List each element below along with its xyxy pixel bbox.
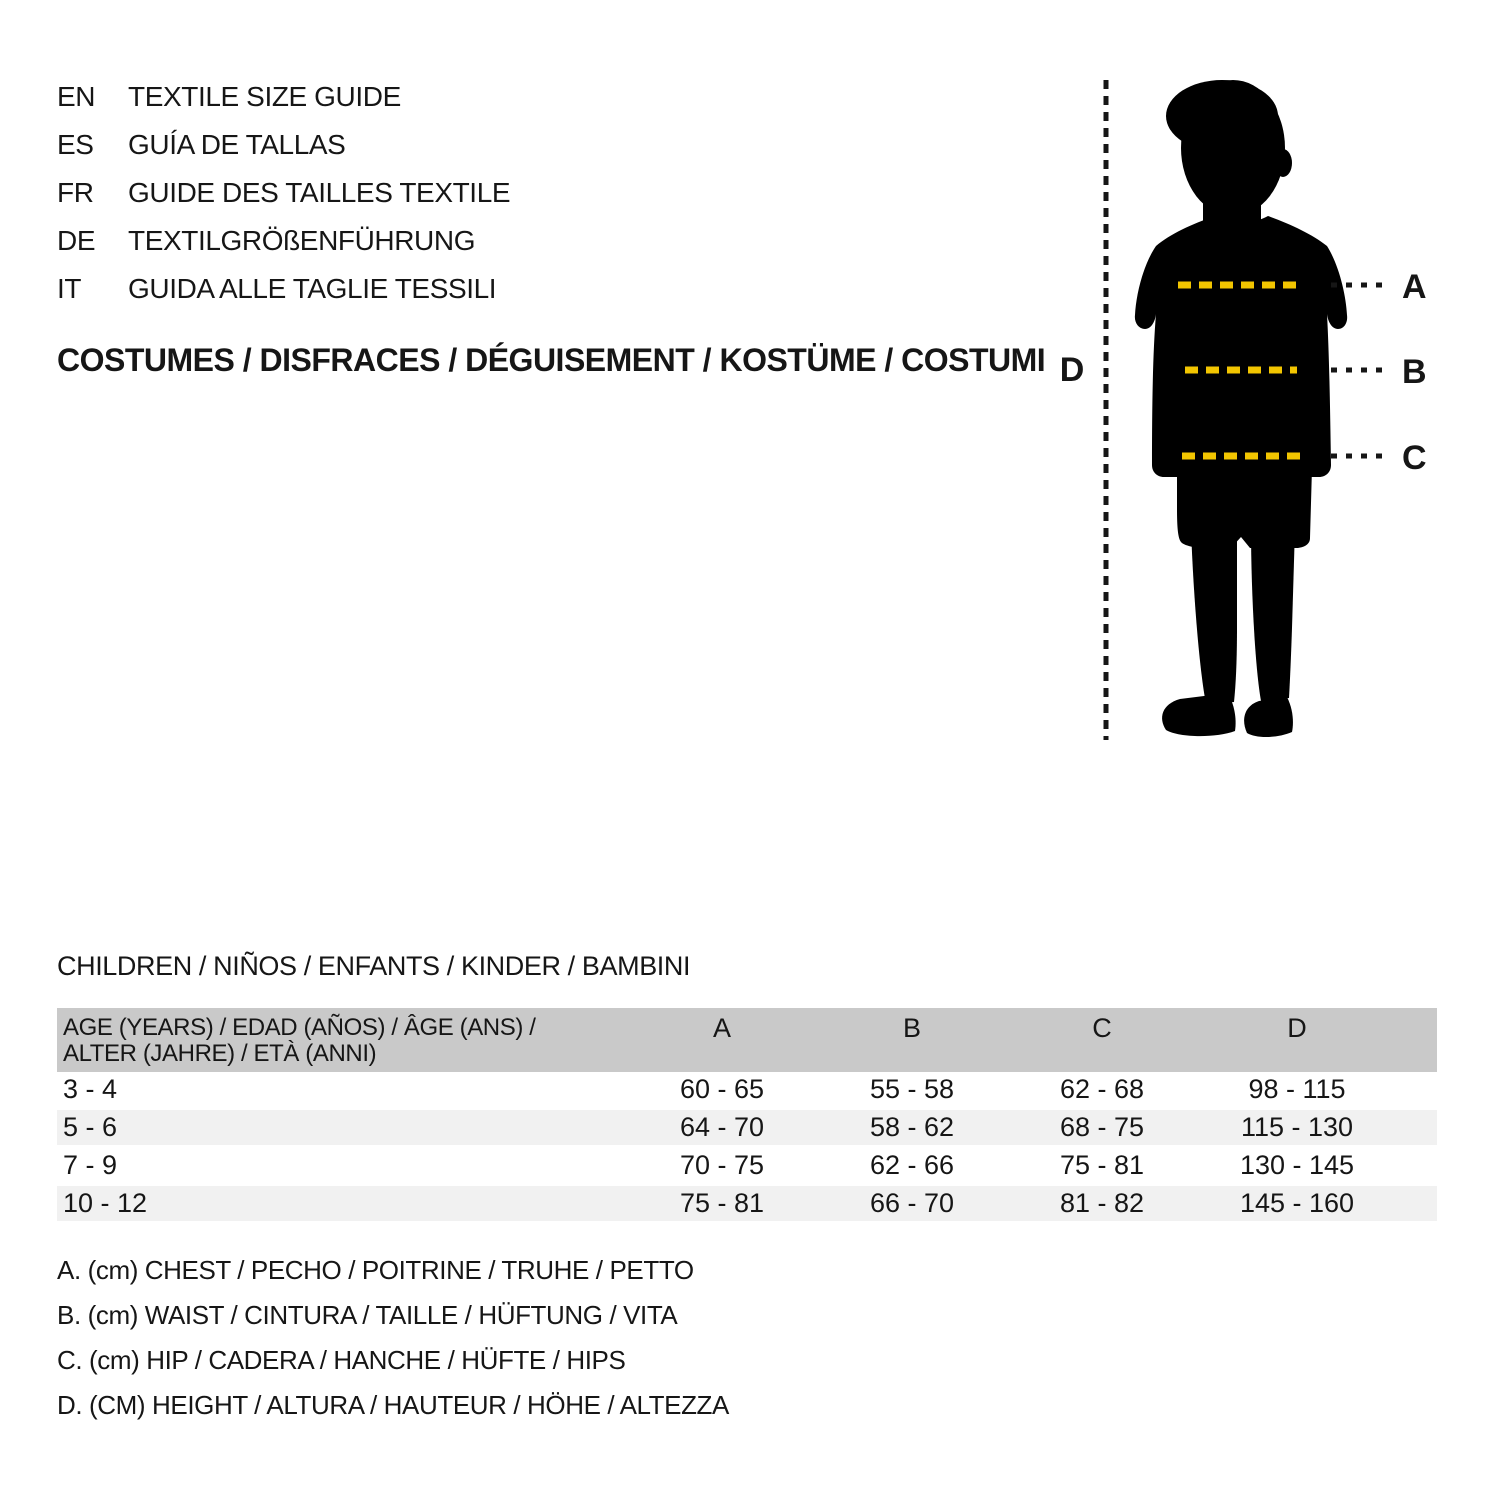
language-code: FR bbox=[57, 177, 94, 208]
chest-label-a: A bbox=[1402, 268, 1427, 306]
language-row bbox=[57, 73, 510, 121]
age-header-line2: ALTER (JAHRE) / ETÀ (ANNI) bbox=[63, 1040, 377, 1067]
chest-cell: 75 - 81 bbox=[679, 1188, 765, 1218]
language-title-list bbox=[57, 73, 510, 313]
silhouette-right-leg bbox=[1251, 528, 1295, 701]
waist-cell: 66 - 70 bbox=[869, 1188, 955, 1218]
chest-cell: 70 - 75 bbox=[679, 1150, 765, 1180]
silhouette-shirt bbox=[1135, 216, 1347, 477]
hip-cell: 81 - 82 bbox=[1059, 1188, 1145, 1218]
child-silhouette-diagram bbox=[1040, 68, 1440, 748]
category-line: COSTUMES / DISFRACES / DÉGUISEMENT / KOSTÜME / COSTUMI bbox=[57, 342, 1046, 378]
language-title: GUÍA DE TALLAS bbox=[128, 129, 346, 160]
language-row bbox=[57, 169, 510, 217]
column-header-d: D bbox=[1287, 1013, 1307, 1043]
language-code: ES bbox=[57, 129, 94, 160]
height-label-d: D bbox=[1059, 351, 1085, 389]
silhouette-left-shoe bbox=[1162, 693, 1236, 736]
column-header-c: C bbox=[1092, 1013, 1112, 1043]
size-table-body bbox=[57, 1072, 1437, 1224]
measurement-legend bbox=[57, 1248, 729, 1428]
language-code: IT bbox=[57, 273, 82, 304]
hip-cell: 68 - 75 bbox=[1059, 1112, 1145, 1142]
legend-height: D. (CM) HEIGHT / ALTURA / HAUTEUR / HÖHE / ALTEZZA bbox=[57, 1390, 729, 1420]
column-header-a: A bbox=[712, 1013, 731, 1043]
table-row bbox=[57, 1110, 1437, 1148]
waist-cell: 58 - 62 bbox=[869, 1112, 955, 1142]
height-cell: 115 - 130 bbox=[1240, 1112, 1354, 1142]
size-table-header bbox=[57, 1008, 1437, 1072]
hip-cell: 75 - 81 bbox=[1059, 1150, 1145, 1180]
table-row bbox=[57, 1148, 1437, 1186]
language-row bbox=[57, 121, 510, 169]
legend-chest: A. (cm) CHEST / PECHO / POITRINE / TRUHE / PETTO bbox=[57, 1255, 694, 1285]
age-header-line1: AGE (YEARS) / EDAD (AÑOS) / ÂGE (ANS) / bbox=[63, 1014, 536, 1041]
height-cell: 145 - 160 bbox=[1239, 1188, 1355, 1218]
language-title: GUIDA ALLE TAGLIE TESSILI bbox=[128, 273, 497, 304]
hip-label-c: C bbox=[1402, 439, 1427, 477]
size-table bbox=[57, 1008, 1437, 1224]
waist-cell: 55 - 58 bbox=[869, 1074, 955, 1104]
section-title: CHILDREN / NIÑOS / ENFANTS / KINDER / BAMBINI bbox=[57, 951, 691, 981]
child-silhouette bbox=[1135, 80, 1347, 737]
column-header-b: B bbox=[902, 1013, 921, 1043]
waist-label-b: B bbox=[1402, 353, 1427, 391]
language-row bbox=[57, 265, 510, 313]
legend-waist: B. (cm) WAIST / CINTURA / TAILLE / HÜFTUNG / VITA bbox=[57, 1300, 678, 1330]
language-title: GUIDE DES TAILLES TEXTILE bbox=[128, 177, 511, 208]
silhouette-right-shoe bbox=[1244, 697, 1293, 737]
language-row bbox=[57, 217, 510, 265]
chest-cell: 64 - 70 bbox=[679, 1112, 765, 1142]
silhouette-ear bbox=[1274, 149, 1292, 177]
height-cell: 98 - 115 bbox=[1248, 1074, 1346, 1104]
silhouette-hair bbox=[1166, 80, 1278, 152]
chest-cell: 60 - 65 bbox=[679, 1074, 765, 1104]
hip-cell: 62 - 68 bbox=[1059, 1074, 1145, 1104]
table-row bbox=[57, 1186, 1437, 1224]
age-cell: 10 - 12 bbox=[63, 1188, 148, 1218]
legend-hip: C. (cm) HIP / CADERA / HANCHE / HÜFTE / HIPS bbox=[57, 1345, 626, 1375]
language-code: EN bbox=[57, 81, 96, 112]
language-title: TEXTILGRÖßENFÜHRUNG bbox=[128, 225, 476, 256]
silhouette-left-leg bbox=[1191, 528, 1237, 704]
language-title: TEXTILE SIZE GUIDE bbox=[128, 81, 401, 112]
waist-cell: 62 - 66 bbox=[869, 1150, 955, 1180]
age-cell: 5 - 6 bbox=[63, 1112, 118, 1142]
language-code: DE bbox=[57, 225, 96, 256]
table-row bbox=[57, 1072, 1437, 1110]
age-cell: 3 - 4 bbox=[63, 1074, 118, 1104]
age-cell: 7 - 9 bbox=[63, 1150, 118, 1180]
age-column-header bbox=[57, 1015, 627, 1072]
measurement-figure bbox=[1040, 68, 1440, 748]
height-cell: 130 - 145 bbox=[1239, 1150, 1355, 1180]
